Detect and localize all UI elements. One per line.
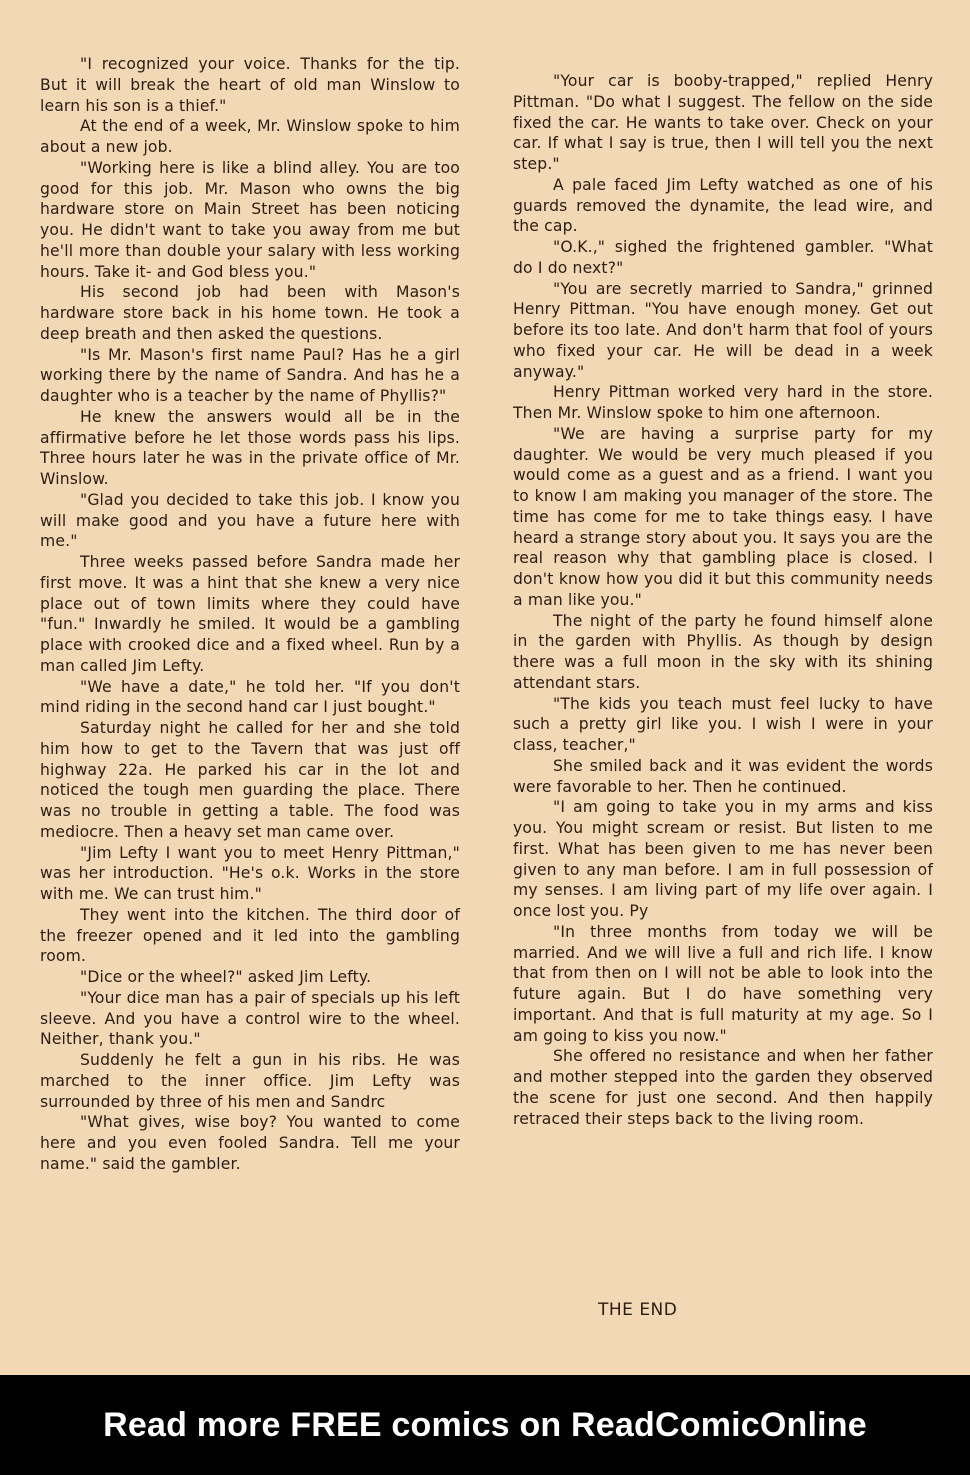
paragraph: "Glad you decided to take this job. I know you will make good and you have a future here with me." — [40, 490, 460, 551]
paragraph: Henry Pittman worked very hard in the store. Then Mr. Winslow spoke to him one afternoon. — [513, 383, 933, 422]
paragraph: "Your car is booby-trapped," replied Henry Pittman. "Do what I suggest. The fellow on the side fixed the car. He wants to take over. Check on your car. If what I say is true, then I will tell you the next step." — [513, 72, 933, 173]
paragraph: "O.K.," sighed the frightened gambler. "What do I do next?" — [513, 238, 933, 277]
paragraph: The night of the party he found himself alone in the garden with Phyllis. As though by design there was a full moon in the sky with its shining attendant stars. — [513, 611, 933, 692]
paragraph: Saturday night he called for her and she told him how to get to the Tavern that was just off highway 22a. He parked his car in the lot and noticed the tough men guarding the place. There was no trouble in getting a table. The food was mediocre. Then a heavy set man came over. — [40, 719, 460, 841]
paragraph: He knew the answers would all be in the affirmative before he let those words pass his lips. Three hours later he was in the private office of Mr. Winslow. — [40, 407, 460, 488]
paragraph: "You are secretly married to Sandra," grinned Henry Pittman. "You have enough money. Get out before its too late. And don't harm that fool of yours who fixed your car. He will be dead in a week anyway." — [513, 279, 933, 381]
paragraph: Suddenly he felt a gun in his ribs. He was marched to the inner office. Jim Lefty was surrounded by three of his men and Sandrc — [40, 1051, 460, 1111]
the-end-label: THE END — [598, 1300, 678, 1320]
paragraph: "We are having a surprise party for my daughter. We would be very much pleased if you would come as a guest and as a friend. I want you to know I am making you manager of the store. The time has come for me to take things easy. I have heard a strange story about you. It says you are the real reason why that gambling place is closed. I don't know how you did it but this community needs a man like you." — [513, 424, 933, 609]
footer-banner[interactable]: Read more FREE comics on ReadComicOnline — [0, 1375, 970, 1475]
paragraph: "We have a date," he told her. "If you don't mind riding in the second hand car I just bought." — [40, 677, 460, 717]
paragraph: "Jim Lefty I want you to meet Henry Pittman," was her introduction. "He's o.k. Works in the store with me. We can trust him." — [40, 843, 460, 903]
paragraph: At the end of a week, Mr. Winslow spoke to him about a new job. — [40, 117, 460, 156]
paragraph: They went into the kitchen. The third door of the freezer opened and it led into the gambling room. — [40, 905, 460, 966]
paragraph: She smiled back and it was evident the words were favorable to her. Then he continued. — [513, 756, 933, 796]
paragraph: "In three months from today we will be married. And we will live a full and rich life. I know that from then on I will not be able to look into the future again. But I do have something very important. And that is full maturity at my age. So I am going to kiss you now." — [513, 922, 933, 1045]
paragraph: "The kids you teach must feel lucky to have such a pretty girl like you. I wish I were in your class, teacher," — [513, 694, 933, 754]
paragraph: "Is Mr. Mason's first name Paul? Has he a girl working there by the name of Sandra. And has he a daughter who is a teacher by the name of Phyllis?" — [40, 345, 460, 405]
paragraph: "What gives, wise boy? You wanted to come here and you even fooled Sandra. Tell me your name." said the gambler. — [40, 1113, 460, 1173]
paragraph: She offered no resistance and when her father and mother stepped into the garden they observed the scene for just one second. And then happily retraced their steps back to the living room. — [513, 1047, 933, 1128]
paragraph: A pale faced Jim Lefty watched as one of his guards removed the dynamite, the lead wire, and the cap. — [513, 175, 933, 236]
paragraph: "Dice or the wheel?" asked Jim Lefty. — [80, 968, 372, 986]
right-text-column — [513, 71, 933, 1129]
paragraph: His second job had been with Mason's hardware store back in his home town. He took a deep breath and then asked the questions. — [40, 283, 460, 343]
paragraph: "I recognized your voice. Thanks for the tip. But it will break the heart of old man Winslow to learn his son is a thief." — [40, 55, 460, 115]
paragraph: "Your dice man has a pair of specials up his left sleeve. And you have a control wire to the wheel. Neither, thank you." — [40, 988, 460, 1049]
paragraph: Three weeks passed before Sandra made her first move. It was a hint that she knew a very nice place out of town limits where they could have "fun." Inwardly he smiled. It would be a gambling place with crooked dice and a fixed wheel. Run by a man called Jim Lefty. — [40, 553, 460, 675]
paragraph: "Working here is like a blind alley. You are too good for this job. Mr. Mason who owns the big hardware store on Main Street has been noticing you. He didn't want to take you away from me but he'll more than double your salary with less working hours. Take it- and God bless you." — [40, 158, 460, 281]
paragraph: "I am going to take you in my arms and kiss you. You might scream or resist. But listen to me first. What has been given to me has never been given to any man before. I am in full possession of my senses. I am living part of my life over again. I once lost you. Py — [513, 798, 933, 920]
left-text-column — [40, 54, 460, 1175]
